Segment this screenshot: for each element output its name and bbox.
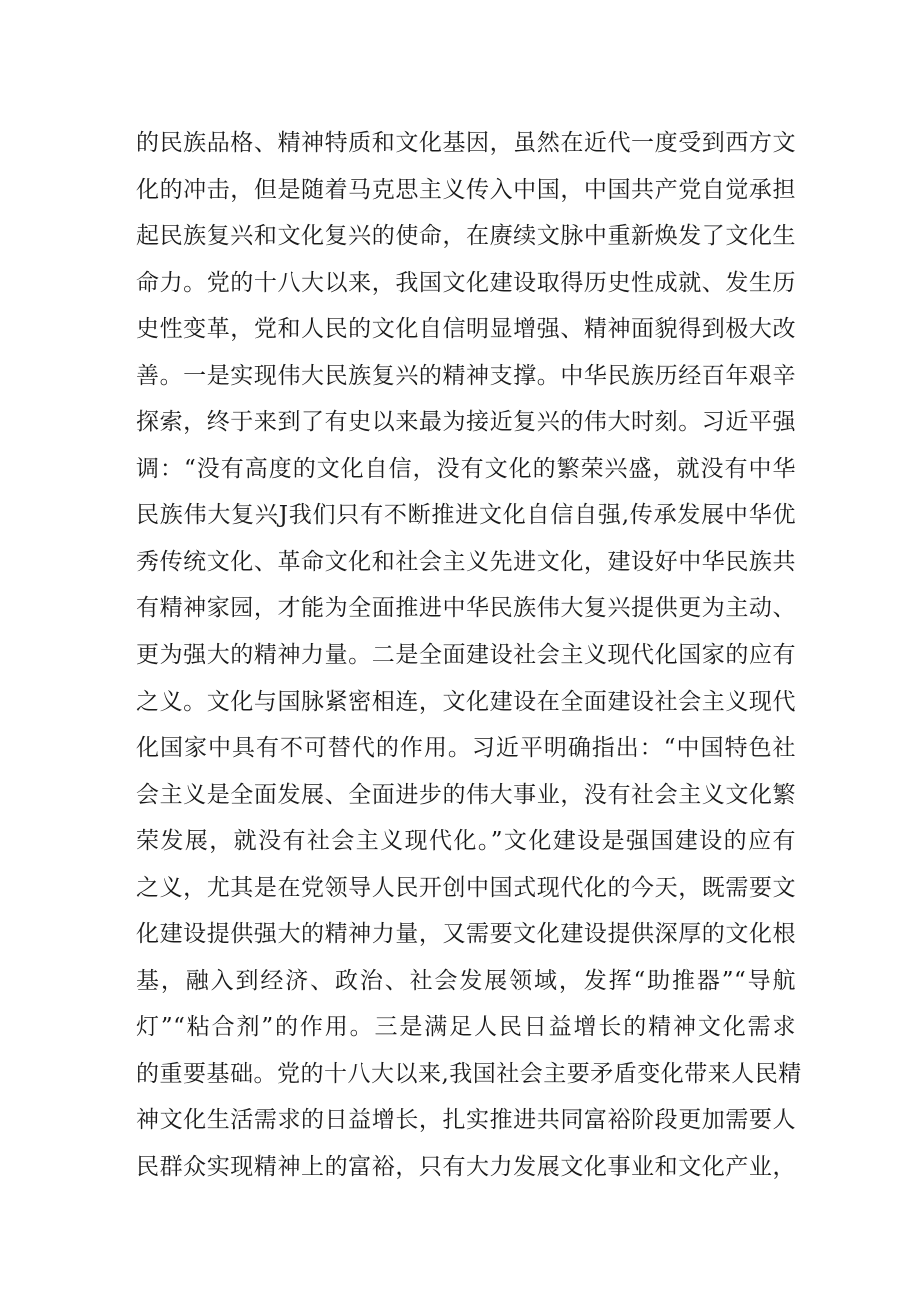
text-line: 基，融入到经济、政治、社会发展领域，发挥“助推器”“导航 — [136, 967, 796, 994]
text-line: 化建设提供强大的精神力量，又需要文化建设提供深厚的文化根 — [136, 921, 796, 948]
text-line: 善。一是实现伟大民族复兴的精神支撑。中华民族历经百年艰辛 — [136, 362, 796, 389]
text-line: 化国家中具有不可替代的作用。习近平明确指出：“中国特色社 — [136, 735, 796, 762]
text-line: 会主义是全面发展、全面进步的伟大事业，没有社会主义文化繁 — [136, 781, 796, 808]
text-line: 调：“没有高度的文化自信，没有文化的繁荣兴盛，就没有中华 — [136, 455, 796, 482]
text-line: 荣发展，就没有社会主义现代化。”文化建设是强国建设的应有 — [136, 828, 796, 855]
text-line: 的民族品格、精神特质和文化基因，虽然在近代一度受到西方文 — [136, 130, 796, 156]
text-line: 灯”“粘合剂”的作用。三是满足人民日益增长的精神文化需求 — [136, 1014, 796, 1041]
text-line: 神文化生活需求的日益增长，扎实推进共同富裕阶段更加需要人 — [136, 1107, 796, 1134]
text-line: 秀传统文化、革命文化和社会主义先进文化，建设好中华民族共 — [136, 548, 796, 575]
text-line: 化的冲击，但是随着马克思主义传入中国，中国共产党自觉承担 — [136, 176, 796, 203]
text-line: 民群众实现精神上的富裕，只有大力发展文化事业和文化产业， — [136, 1154, 796, 1181]
text-line: 起民族复兴和文化复兴的使命，在赓续文脉中重新焕发了文化生 — [136, 223, 796, 250]
text-line: 民族伟大复兴J我们只有不断推进文化自信自强,传承发展中华优 — [136, 502, 796, 529]
text-line: 史性变革，党和人民的文化自信明显增强、精神面貌得到极大改 — [136, 316, 796, 343]
text-line: 之义。文化与国脉紧密相连，文化建设在全面建设社会主义现代 — [136, 688, 796, 715]
text-line: 之义，尤其是在党领导人民开创中国式现代化的今天，既需要文 — [136, 874, 796, 901]
text-line: 探索，终于来到了有史以来最为接近复兴的伟大时刻。习近平强 — [136, 409, 796, 436]
text-line: 的重要基础。党的十八大以来,我国社会主要矛盾变化带来人民精 — [136, 1060, 802, 1087]
body-text — [136, 120, 802, 1191]
text-line: 有精神家园，才能为全面推进中华民族伟大复兴提供更为主动、 — [136, 595, 796, 622]
text-line: 更为强大的精神力量。二是全面建设社会主义现代化国家的应有 — [136, 642, 796, 669]
text-line: 命力。党的十八大以来，我国文化建设取得历史性成就、发生历 — [136, 269, 796, 296]
